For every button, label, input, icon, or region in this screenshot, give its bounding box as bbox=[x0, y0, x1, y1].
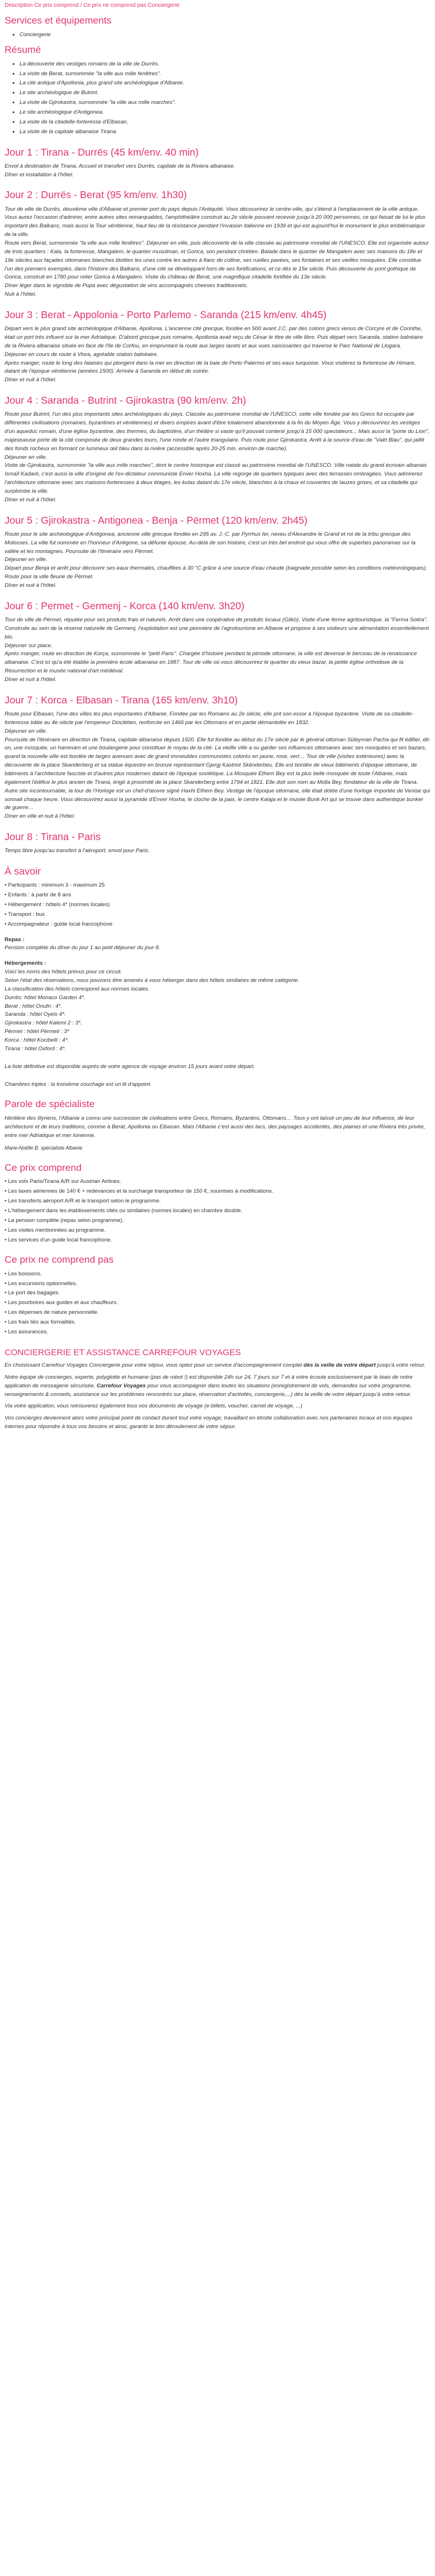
services-item: • Conciergerie bbox=[20, 31, 430, 40]
chambres-note: Chambres triples : la troisième couchage est un lit d'appoint. bbox=[5, 1081, 152, 1088]
day-6 bbox=[5, 598, 430, 684]
day-2 bbox=[5, 187, 430, 299]
savoir-list bbox=[5, 881, 430, 929]
text-run: jusqu'à votre retour. bbox=[375, 1362, 426, 1368]
text-run: pour vous accompagner dans toutes les situations (enregistrement de vols, demandes sur votre programme, renseignements & conseils, assistance sur les problèmes rencontrés sur place, réservation d'activités, conciergerie,...) dès la veille de votre départ jusqu'à votre retour. bbox=[5, 1382, 412, 1398]
text-run: Notre équipe de concierges, experte, polyglotte et humaine (pas de robot !) est disponible 24h sur 24, 7 jours sur 7 et à votre écoute exclusivement par le biais de notre application de messagerie sécurisée, bbox=[5, 1374, 413, 1389]
day-text: Départ vers le plus grand site archéologique d'Albanie, Apollonia. L'ancienne cité grecque, fondée en 500 avant J.C. par des colons grecs venus de Corcyre et de Corinthe, était un port très influent sur la mer Adriatique. D'abord grecque puis romaine, Apollonia avait reçu de César le titre de ville libre. Puis départ vers Saranda, station balnéaire de la Riviera albanaise située en face de l'île de Corfou, en empruntant la route aux larges lacets et aux vues saisissantes qui traverse le Parc National de Llogara. Déjeuner en cours de route à Vlora, agréable station balnéaire. Après manger, route le long des falaises qui plongent dans la mer en direction de la baie de Porto Palermo et ses eaux turquoise. Vous visiterez la forteresse de Himare, datant de l'époque vénitienne (années 1500). Arrivée à Saranda en début de soirée. Dîner et nuit à l'hôtel. bbox=[5, 326, 424, 384]
resume-item: • La visite de Gjirokastra, surnommée "la ville aux mille marches". bbox=[20, 99, 430, 107]
day-text: Route pour Elbasan, l'une des villes les plus importantes d'Albanie. Fondée par les Romains au 2e siècle, elle prit son essor à l'époque byzantine. Visite de sa citadelle-forteresse bâtie au 4e siècle par l'empereur Dioclétien, renforcée en 1466 par les Ottomans et en partie démantelée en 1832. Déjeuner en ville. Poursuite de l'itinéraire en direction de Tirana, capitale albanaise depuis 1920. Elle fut fondée au début du 17e siècle par le général ottoman Süleyman Pacha qui fit édifier, dit-on, une mosquée, un hammam et une boulangerie pour constituer le noyau de la cité. La vieille ville a su garder ses influences ottomanes avec ses mosquées et ses bazars, quand la nouvelle ville est bordée de larges avenues avec de grand immeubles communistes colorés en jaune, rose, vert… Tour de ville (visites extérieures) avec la découverte de la place Skanderberg et sa statue équestre en bronze représentant Gjergj Kastriot Skënderbeu. Elle est bordée de vieux bâtiments d'époque ottomane, de bâtiments à l'architecture fasciste et d'autres plus modernes datant de l'époque soviétique. La Mosquée Ethem Bey est la plus belle mosquée de toute l'Albanie, mais également l'édifice le plus ancien de Tirana, érigé à proximité de la place Skanderberg entre 1794 et 1821. Elle doit son nom au Molla Bey, fondateur de la ville de Tirana. Autre site incontournable, la tour de l'Horloge est un chef-d'œuvre signé Haxhi Ethem Bey. Vestige de l'époque ottomane, elle était dotée d'une horloge importée de Venise qui sonnait chaque heure. Vous découvrirez aussi la pyramide d'Enver Hoxha, le cloche de la paix, le centre Kalaja et le musée Bunk Art qui se trouve dans authentique bunker de guerre… Dîner en ville et nuit à l'hôtel. bbox=[5, 711, 431, 820]
day-text: Tour de ville de Durrës, deuxième ville d'Albanie et premier port du pays depuis l'Antiquité. Vous découvrirez le centre-ville, qui s'étend à l'emplacement de la ville antique. Vous aurez l'occasion d'admirer, entre autres sites remarquables, l'amphithéâtre construit au 2e siècle pouvant recevoir jusqu'à 20 000 personnes, ce qui faisait de lui le plus important des Balkans, mais aussi la Tour vénitienne, haut lieu de la résistance pendant l'invasion italienne en 1939 et qui est aujourd'hui le monument le plus emblématique de la ville. Route vers Berat, surnommée "la ville aux mille fenêtres". Déjeuner en ville, puis découverte de la ville classée au patrimoine mondial de l'UNESCO. Elle est organisée autour de trois quartiers : Kala, la forteresse, Mangalem, le quartier musulman, et Gorica, son pendant chrétien. Balade dans le quartier de Mangalem avec ses maisons du 18e et 19e siècles aux façades ottomanes blanches blotties les unes contre les autres à flanc de colline, ses ruelles pavées, ses fontaines et ses vieilles mosquées. Elle constitue l'un des premiers exemples, dans l'histoire des Balkans, d'une cité se développant hors de ses fortifications, et ce dès le 15e siècle. Puis découverte du pont gothique de Gorica, construit en 1780 pour relier Gorica à Mangalem. Visite du château de Berat, une magnifique citadelle fortifiée du 13e siècle. Dîner léger dans le vignoble de Pupa avec dégustation de vins accompagnés cheeses traditionnels. Nuit à l'hôtel. bbox=[5, 206, 429, 298]
day-title: Jour 4 : Saranda - Butrint - Gjirokastra (90 km/env. 2h) bbox=[5, 394, 246, 407]
day-7 bbox=[5, 693, 430, 821]
day-3 bbox=[5, 307, 430, 385]
day-title: Jour 2 : Durrës - Berat (95 km/env. 1h30) bbox=[5, 189, 187, 201]
prix-comprend-item: • Les services d'un guide local francophone. bbox=[5, 1236, 430, 1245]
specialiste-text: Héritière des Illyriens, l'Albanie a connu une succession de civilisations entre Grecs, Romains, Byzantins, Ottomans… Tous y ont laissé un peu de leur influence, de leur architecture et de leurs traditions, comme à Berat, Apollonia ou Elbasan. Mais l'Albanie c'est aussi des lacs, des paysages accidentés, des plaines et une Riviera très privée, entre mer Adriatique et mer Ionienne. bbox=[5, 1115, 425, 1139]
conciergerie-para-2 bbox=[5, 1374, 430, 1399]
resume-title: Résumé bbox=[5, 44, 41, 56]
prix-ne-comprend-item: • Les boissons. bbox=[5, 1270, 430, 1279]
resume-item: • Le site archéologique d'Antigonea. bbox=[20, 109, 430, 117]
liste-note: La liste définitive est disponible auprès de votre agence de voyage environ 15 jours avant votre départ. bbox=[5, 1063, 255, 1070]
day-4 bbox=[5, 393, 430, 505]
prix-ne-comprend-list bbox=[5, 1270, 430, 1337]
prix-ne-comprend-item: • Les frais liés aux formalités. bbox=[5, 1318, 430, 1327]
prix-comprend-list bbox=[5, 1178, 430, 1244]
savoir-item: • Enfants : à partir de 8 ans bbox=[5, 891, 430, 900]
resume-item: • La découverte des vestiges romains de la ville de Durrës. bbox=[20, 60, 430, 69]
resume-item: • La visite de Berat, surnommée "la ville aux mille fenêtres". bbox=[20, 70, 430, 79]
savoir-item: • Accompagnateur : guide local francophone bbox=[5, 920, 430, 929]
prix-comprend-item: • Les taxes aériennes de 140 € + redevances et la surcharge transporteur de 150 €, soumises à modifications. bbox=[5, 1188, 430, 1196]
day-text: Tour de ville de Përmet, réputée pour ses produits frais et naturels. Arrêt dans une coopérative de produits locaux (Glikó). Visite d'une ferme agritouristique, la "Ferma Sotira". Construite au sein de la réserve naturelle de Germenj, l'exploitation est une pionnière de l'agrotourisme en Albanie et propose à ses visiteurs une alimentation essentiellement bio. Déjeuner sur place. Après manger, route en direction de Korça, surnommée le "petit Paris". Chargée d'histoire pendant la période ottomane, la ville est devenue le berceau de la renaissance albanaise. C'est ici qu'a été établie la première école albanaise en 1887. Tour de ville où vous découvrirez le quartier du vieux bazar, la petite église orthodoxe de la Résurrection et le musée national d'art médiéval. Dîner et nuit à l'hôtel. bbox=[5, 617, 429, 683]
savoir-title: À savoir bbox=[5, 865, 41, 877]
prix-comprend-title: Ce prix comprend bbox=[5, 1162, 82, 1174]
resume-item: • Le site archéologique de Butrint. bbox=[20, 89, 430, 98]
services-list bbox=[5, 31, 430, 40]
resume-item: • La cité antique d'Apollonia, plus grand site archéologique d'Albanie. bbox=[20, 79, 430, 88]
day-title: Jour 6 : Permet - Germenj - Korca (140 km/env. 3h20) bbox=[5, 599, 244, 612]
resume-item: • La visite de la citadelle-forteresse d'Elbasan. bbox=[20, 118, 430, 127]
prix-ne-comprend-item: • Les excursions optionnelles. bbox=[5, 1280, 430, 1289]
prix-comprend-item: • La pension complète (repas selon programme). bbox=[5, 1217, 430, 1225]
savoir-item: • Participants : minimum 3 - maximum 25 bbox=[5, 881, 430, 890]
conciergerie-para-4: Vos concierges deviennent alors votre principal point de contact durant tout votre voyage, travaillant en étroite collaboration avec nos partenaires locaux et nos équipes internes pour répondre à tous vos besoins et ainsi, garantir le bon déroulement de votre séjour. bbox=[5, 1415, 413, 1430]
prix-ne-comprend-item: • Le port des bagages. bbox=[5, 1289, 430, 1298]
day-title: Jour 8 : Tirana - Paris bbox=[5, 831, 101, 843]
text-emphasis: Carrefour Voyages bbox=[96, 1382, 146, 1389]
resume-item: • La visite de la capitale albanaise Tirana. bbox=[20, 128, 430, 137]
day-5 bbox=[5, 513, 430, 590]
prix-ne-comprend-title: Ce prix ne comprend pas bbox=[5, 1254, 114, 1266]
specialiste-author: Marie-Noëlle B. spécialiste Albanie bbox=[5, 1145, 83, 1151]
day-8 bbox=[5, 829, 430, 856]
savoir-item: • Hébergement : hôtels 4* (normes locales) bbox=[5, 901, 430, 910]
prix-comprend-item: • Les visites mentionnées au programme. bbox=[5, 1227, 430, 1235]
conciergerie-para-1 bbox=[5, 1362, 430, 1370]
hebergements-text: Voici les noms des hôtels prévus pour ce circuit. Selon l'état des réservations, nous pouvons être amenés à vous héberger dans des hôtels similaires de même catégorie. La classification des hôtels correspond aux normes locales. Durrës: hôtel Monaco Garden 4*. Berat : hôtel Onufri : 4*. Saranda : hôtel Oyeis 4*. Gjirokastra : hôtel Kalemi 2 : 3*. Përmet : hôtel Përmeti : 3* Korca : hôtel Kocibelli : 4*. Tirana : hôtel Oxford : 4*. bbox=[5, 969, 300, 1052]
repas-text: Pension complète du dîner du jour 1 au petit déjeuner du jour 8. bbox=[5, 945, 160, 952]
day-1 bbox=[5, 145, 430, 180]
prix-ne-comprend-item: • Les dépenses de nature personnelle. bbox=[5, 1309, 430, 1317]
prix-comprend-item: • Les vols Paris/Tirana A/R sur Austrian Airlines. bbox=[5, 1178, 430, 1186]
prix-comprend-item: • L'hébergement dans les établissements cités ou similaires (normes locales) en chambre double. bbox=[5, 1207, 430, 1216]
hebergements-label: Hébergements : bbox=[5, 960, 46, 967]
specialiste-title: Parole de spécialiste bbox=[5, 1099, 95, 1110]
day-text: Temps libre jusqu'au transfert à l'aéroport, envol pour Paris. bbox=[5, 848, 150, 854]
text-emphasis: dès la veille de votre départ bbox=[303, 1362, 376, 1368]
prix-comprend-item: • Les transferts aéroport A/R et le transport selon le programme. bbox=[5, 1197, 430, 1206]
day-text: Envol à destination de Tirana. Accueil et transfert vers Durrës, capitale de la Riviera albanaise. Dîner et installation à l'hôtel. bbox=[5, 163, 235, 178]
services-title: Services et équipements bbox=[5, 15, 112, 26]
conciergerie-para-3: Via votre application, vous retrouverez également tous vos documents de voyage (e-billets, voucher, carnet de voyage, ...) bbox=[5, 1403, 302, 1410]
text-run: En choisissant Carrefour Voyages Conciergerie pour votre séjour, vous optez pour un service d'accompagnement complet bbox=[5, 1362, 304, 1368]
prix-ne-comprend-item: • Les pourboires aux guides et aux chauffeurs. bbox=[5, 1299, 430, 1308]
day-title: Jour 5 : Gjirokastra - Antigonea - Benja - Përmet (120 km/env. 2h45) bbox=[5, 514, 308, 526]
resume-list bbox=[5, 60, 430, 137]
conciergerie-title: CONCIERGERIE ET ASSISTANCE CARREFOUR VOYAGES bbox=[5, 1347, 241, 1357]
day-text: Route pour Butrint, l'un des plus importants sites archéologiques du pays. Classée au patrimoine mondial de l'UNESCO, cette ville fondée par les Grecs fut occupée par différentes civilisations (romaines, byzantines et vénitiennes) et divers empires avant d'être totalement abandonnée à la fin du Moyen Âge. Vous y découvrirez les vestiges d'un aqueduc romain, d'une église byzantine, des thermes, du baptistère, d'un théâtre si vaste qu'il pouvait contenir jusqu'à 15 000 spectateurs... Mais aussi la "porte du Lion", majestueuse porte de la cité composée de deux grandes tours, l'une ronde et l'autre triangulaire. Puis route pour Gjirokastra. Arrêt à la source d'eau de "Vaët Blau", qui jaillit des fonds rocheux en formant ce lumineux œil bleu dans la rivière (accessible après 20-25 min. environ de marche). Déjeuner en ville. Visite de Gjirokastra, surnommée "la ville aux mille marches", dont le centre historique est classé au patrimoine mondial de l'UNESCO. Ville natale du grand écrivain albanais Ismaïl Kadaré, c'est aussi la ville d'origine de l'ex-dictateur communiste Enver Hoxha. La ville regorge de quartiers typiques avec des terrasses ombragées. Vous admirerez l'architecture ottomane avec ses maisons-forteresses à deux étages, les kulas datant du 17e siècle, blanchies à la chaux et couvertes de lauzes grises, et sa citadelle qui surplombe la ville. Dîner et nuit à l'hôtel. bbox=[5, 411, 430, 503]
prix-ne-comprend-item: • Les assurances. bbox=[5, 1328, 430, 1337]
day-text: Route pour le site archéologique d'Antigonea, ancienne ville grecque fondée en 295 av. J.-C. par Pyrrhus Ier, neveu d'Alexandre le Grand et roi de la tribu grecque des Molosses. La ville fut nommée en l'honneur d'Antigone, sa défunte épouse. Au-delà de son histoire, c'est un très bel endroit qui vous offre de superbes panoramas sur la vallée et les montagnes. Poursuite de l'itinéraire vers Përmet. Déjeuner en ville. Départ pour Benja et arrêt pour découvrir ses eaux thermales, chauffées à 30 °C grâce à une source d'eau chaude (baignade possible selon les conditions météorologiques). Route pour la ville fleurie de Përmet. Dîner et nuit à l'hôtel. bbox=[5, 531, 428, 589]
savoir-item: • Transport : bus bbox=[5, 911, 430, 919]
day-title: Jour 1 : Tirana - Durrës (45 km/env. 40 min) bbox=[5, 146, 199, 158]
day-title: Jour 7 : Korca - Elbasan - Tirana (165 km/env. 3h10) bbox=[5, 694, 238, 706]
repas-label: Repas : bbox=[5, 936, 25, 943]
day-title: Jour 3 : Berat - Appolonia - Porto Parlemo - Saranda (215 km/env. 4h45) bbox=[5, 309, 327, 321]
breadcrumb: Description Ce prix comprend / Ce prix ne comprend pas Conciergerie bbox=[5, 2, 180, 9]
